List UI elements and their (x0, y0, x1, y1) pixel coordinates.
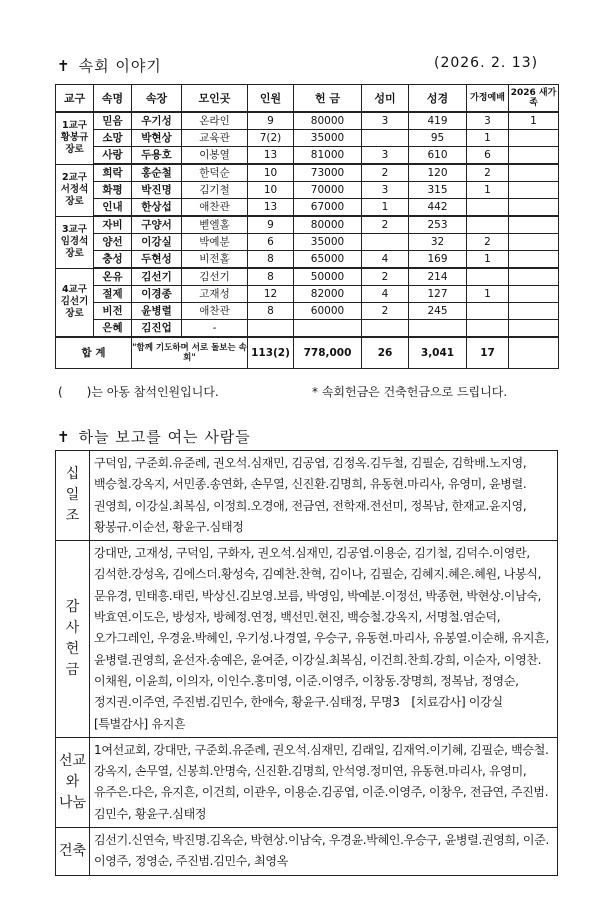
col-header: 속명 (94, 85, 132, 113)
people: 8 (248, 268, 294, 286)
bible: 95 (409, 130, 467, 147)
rice (362, 130, 409, 147)
rice: 3 (362, 182, 409, 199)
table-row (56, 112, 559, 130)
table-row (56, 286, 559, 303)
table-row (56, 147, 559, 165)
table-row (56, 234, 559, 251)
bible: 253 (409, 216, 467, 234)
district-cell: 1교구 황봉규 장로 (56, 112, 94, 164)
offering: 35000 (294, 130, 362, 147)
leader-name: 홍순철 (132, 164, 182, 182)
donor-row (56, 828, 558, 876)
total-bible: 3,041 (409, 337, 467, 369)
offering: 70000 (294, 182, 362, 199)
col-header: 가정예배 (467, 85, 509, 113)
bible: 169 (409, 251, 467, 269)
bible: 214 (409, 268, 467, 286)
leader-name: 우기성 (132, 112, 182, 130)
leader-name: 윤병렬 (132, 303, 182, 320)
offering: 35000 (294, 234, 362, 251)
col-header: 성경 (409, 85, 467, 113)
new-family (509, 147, 559, 165)
new-family (509, 303, 559, 320)
total-motto: "함께 기도하며 서로 돌보는 속회" (132, 337, 248, 369)
table-row (56, 268, 559, 286)
place: 벧엘홀 (182, 216, 248, 234)
table-row (56, 164, 559, 182)
donor-names: 구덕임, 구준회.유준례, 권오석.심재민, 김공엽, 김정옥.김두철, 김필순, 김학배.노지영, 백승철.강옥지, 서민종.송연화, 손무열, 신진환.김명희, 유동현.마리사, 유영미, 윤병렬.권영희, 이강실.최복심, 이정희.오경애, 전금연, 전학재.전선미, 정복남, 한재교.윤지영, 황봉규.이순선, 황윤구.심태정 (90, 451, 558, 541)
section-heading-cell-group (57, 55, 162, 76)
total-row (56, 337, 559, 369)
cross-icon: ✝ (57, 428, 71, 446)
cell-name: 희락 (94, 164, 132, 182)
table-row (56, 251, 559, 269)
category-char: 사 (65, 620, 80, 637)
place: 고재성 (182, 286, 248, 303)
place: 박예분 (182, 234, 248, 251)
table-header-row (56, 85, 559, 113)
bible: 610 (409, 147, 467, 165)
rice: 2 (362, 303, 409, 320)
section-title: 속회 이야기 (78, 57, 162, 75)
table-row (56, 199, 559, 217)
people: 9 (248, 216, 294, 234)
cell-name: 자비 (94, 216, 132, 234)
bible: 127 (409, 286, 467, 303)
bible: 315 (409, 182, 467, 199)
cell-name: 온유 (94, 268, 132, 286)
cell-name: 양선 (94, 234, 132, 251)
table-row (56, 182, 559, 199)
category-char: 헌 (65, 641, 80, 658)
people (248, 320, 294, 338)
bible: 245 (409, 303, 467, 320)
attendance-table (55, 84, 559, 369)
home-worship: 1 (467, 286, 509, 303)
donation-category (56, 828, 90, 876)
donors-table (55, 450, 558, 876)
donation-category (56, 541, 90, 738)
people: 13 (248, 199, 294, 217)
rice: 2 (362, 268, 409, 286)
col-header: 성미 (362, 85, 409, 113)
rice: 2 (362, 164, 409, 182)
col-header: 속장 (132, 85, 182, 113)
category-char: 감 (65, 599, 80, 616)
home-worship: 6 (467, 147, 509, 165)
people: 10 (248, 164, 294, 182)
category-char: 십 (65, 466, 80, 483)
cell-name: 절제 (94, 286, 132, 303)
bible: 32 (409, 234, 467, 251)
new-family (509, 216, 559, 234)
leader-name: 한상섭 (132, 199, 182, 217)
people: 7(2) (248, 130, 294, 147)
rice: 2 (362, 216, 409, 234)
cell-name: 비전 (94, 303, 132, 320)
section-title: 하늘 보고를 여는 사람들 (78, 428, 251, 446)
total-rice: 26 (362, 337, 409, 369)
leader-name: 김선기 (132, 268, 182, 286)
leader-name: 김진업 (132, 320, 182, 338)
new-family (509, 320, 559, 338)
donor-names: 1여선교회, 강대만, 구준회.유준례, 권오석.심재민, 김래일, 김재억.이기혜, 김필순, 백승철.강옥지, 손무열, 신봉희.안명숙, 신진환.김명희, 안석영.정미연, 유동현.마리사, 유영미, 유주은.다은, 유지흔, 이건희, 이관우, 이용순.김공엽, 이준.이영주, 이창우, 전금연, 주진범.김민수, 황윤구.심태정 (90, 737, 558, 827)
child-attendance-note: ( )는 아동 참석인원입니다. (58, 385, 219, 399)
category-char: 와 (65, 773, 80, 790)
leader-name: 이경종 (132, 286, 182, 303)
offering: 73000 (294, 164, 362, 182)
home-worship: 1 (467, 182, 509, 199)
district-cell: 2교구 서정석 장로 (56, 164, 94, 216)
col-header: 교구 (56, 85, 94, 113)
donation-category (56, 451, 90, 541)
people: 6 (248, 234, 294, 251)
total-newfam (509, 337, 559, 369)
offering: 81000 (294, 147, 362, 165)
people: 8 (248, 251, 294, 269)
rice (362, 320, 409, 338)
home-worship: 1 (467, 130, 509, 147)
district-cell: 3교구 임경석 장로 (56, 216, 94, 268)
new-family (509, 251, 559, 269)
cell-name: 화평 (94, 182, 132, 199)
donor-names: 강대만, 고재성, 구덕임, 구화자, 권오석.심재민, 김공엽.이용순, 김기철, 김덕수.이영란, 김석한.강성옥, 김에스더.황성숙, 김예찬.찬혁, 김이나, 김필순, 김혜지.혜은.혜원, 나봉식, 문유경, 민태흥.태린, 박상신.김보영.보름, 박영임, 박예분.이정선, 박종현, 박현상.이남숙, 박효연.이도은, 방성자, 방혜정.연정, 백선민.현진, 백승철.강옥지, 서명철.염순덕, 오가그레인, 우경윤.박혜인, 우기성.나경열, 우승구, 유동현.마리사, 유봉열.이순해, 유지흔, 윤병렬.권영희, 윤선자.송예은, 윤여준, 이강실.최복심, 이건희.찬희.강희, 이순자, 이영찬.이채원, 이윤희, 이의자, 이인수.홍미영, 이준.이영주, 이창동.장명희, 정복남, 정영순, 정지권.이주연, 주진범.김민수, 한애숙, 황윤구.심태정, 무명3 [치료감사] 이강실 [특별감사] 유지흔 (90, 541, 558, 738)
table-row (56, 216, 559, 234)
rice: 3 (362, 112, 409, 130)
rice: 3 (362, 147, 409, 165)
col-header: 헌 금 (294, 85, 362, 113)
cross-icon: ✝ (57, 57, 71, 75)
rice: 4 (362, 286, 409, 303)
leader-name: 박현상 (132, 130, 182, 147)
category-char: 건축 (58, 842, 87, 859)
home-worship (467, 216, 509, 234)
place: 이봉열 (182, 147, 248, 165)
donor-row (56, 541, 558, 738)
people: 9 (248, 112, 294, 130)
donor-row (56, 737, 558, 827)
offering: 60000 (294, 303, 362, 320)
offering-note: * 속회헌금은 건축헌금으로 드립니다. (312, 385, 508, 399)
place: 한덕순 (182, 164, 248, 182)
place: 애찬관 (182, 303, 248, 320)
col-header: 모인곳 (182, 85, 248, 113)
home-worship: 3 (467, 112, 509, 130)
total-worship: 17 (467, 337, 509, 369)
place: 비전홀 (182, 251, 248, 269)
new-family (509, 182, 559, 199)
offering: 65000 (294, 251, 362, 269)
leader-name: 두용호 (132, 147, 182, 165)
offering: 50000 (294, 268, 362, 286)
new-family (509, 164, 559, 182)
place: 김선기 (182, 268, 248, 286)
bible: 120 (409, 164, 467, 182)
offering (294, 320, 362, 338)
cell-name: 사랑 (94, 147, 132, 165)
section-heading-donors (57, 426, 251, 447)
leader-name: 두현성 (132, 251, 182, 269)
offering: 80000 (294, 112, 362, 130)
leader-name: 이강실 (132, 234, 182, 251)
new-family (509, 130, 559, 147)
bible: 442 (409, 199, 467, 217)
leader-name: 구양서 (132, 216, 182, 234)
place: 온라인 (182, 112, 248, 130)
category-char: 선교 (58, 752, 87, 769)
rice: 1 (362, 199, 409, 217)
people: 13 (248, 147, 294, 165)
offering: 80000 (294, 216, 362, 234)
offering: 82000 (294, 286, 362, 303)
district-cell: 4교구 김선기 장로 (56, 268, 94, 337)
cell-name: 충성 (94, 251, 132, 269)
rice (362, 234, 409, 251)
report-date: (2026. 2. 13) (434, 55, 539, 71)
new-family (509, 286, 559, 303)
category-char: 조 (65, 508, 80, 525)
place: 애찬관 (182, 199, 248, 217)
new-family (509, 199, 559, 217)
people: 8 (248, 303, 294, 320)
home-worship (467, 320, 509, 338)
cell-name: 믿음 (94, 112, 132, 130)
table-row (56, 130, 559, 147)
donation-category (56, 737, 90, 827)
bible: 419 (409, 112, 467, 130)
cell-name: 은혜 (94, 320, 132, 338)
people: 12 (248, 286, 294, 303)
total-people: 113(2) (248, 337, 294, 369)
cell-name: 소망 (94, 130, 132, 147)
table-row (56, 320, 559, 338)
people: 10 (248, 182, 294, 199)
cell-name: 인내 (94, 199, 132, 217)
home-worship: 2 (467, 164, 509, 182)
home-worship (467, 303, 509, 320)
total-offering: 778,000 (294, 337, 362, 369)
place: 교육관 (182, 130, 248, 147)
place: 김기철 (182, 182, 248, 199)
category-char: 금 (65, 662, 80, 679)
new-family (509, 268, 559, 286)
offering: 67000 (294, 199, 362, 217)
rice: 4 (362, 251, 409, 269)
col-header: 인원 (248, 85, 294, 113)
col-header: 2026 새가족 (509, 85, 559, 113)
table-row (56, 303, 559, 320)
donor-names: 김선기.신연숙, 박진명.김옥순, 박현상.이남숙, 우경윤.박혜인.우승구, 윤병렬.권영희, 이준.이영주, 정영순, 주진범.김민수, 최영옥 (90, 828, 558, 876)
home-worship: 1 (467, 251, 509, 269)
home-worship (467, 268, 509, 286)
new-family (509, 234, 559, 251)
category-char: 일 (65, 487, 80, 504)
place: - (182, 320, 248, 338)
home-worship (467, 199, 509, 217)
new-family: 1 (509, 112, 559, 130)
leader-name: 박진명 (132, 182, 182, 199)
total-label: 합 계 (56, 337, 132, 369)
bible (409, 320, 467, 338)
category-char: 나눔 (58, 794, 87, 811)
donor-row (56, 451, 558, 541)
home-worship: 2 (467, 234, 509, 251)
